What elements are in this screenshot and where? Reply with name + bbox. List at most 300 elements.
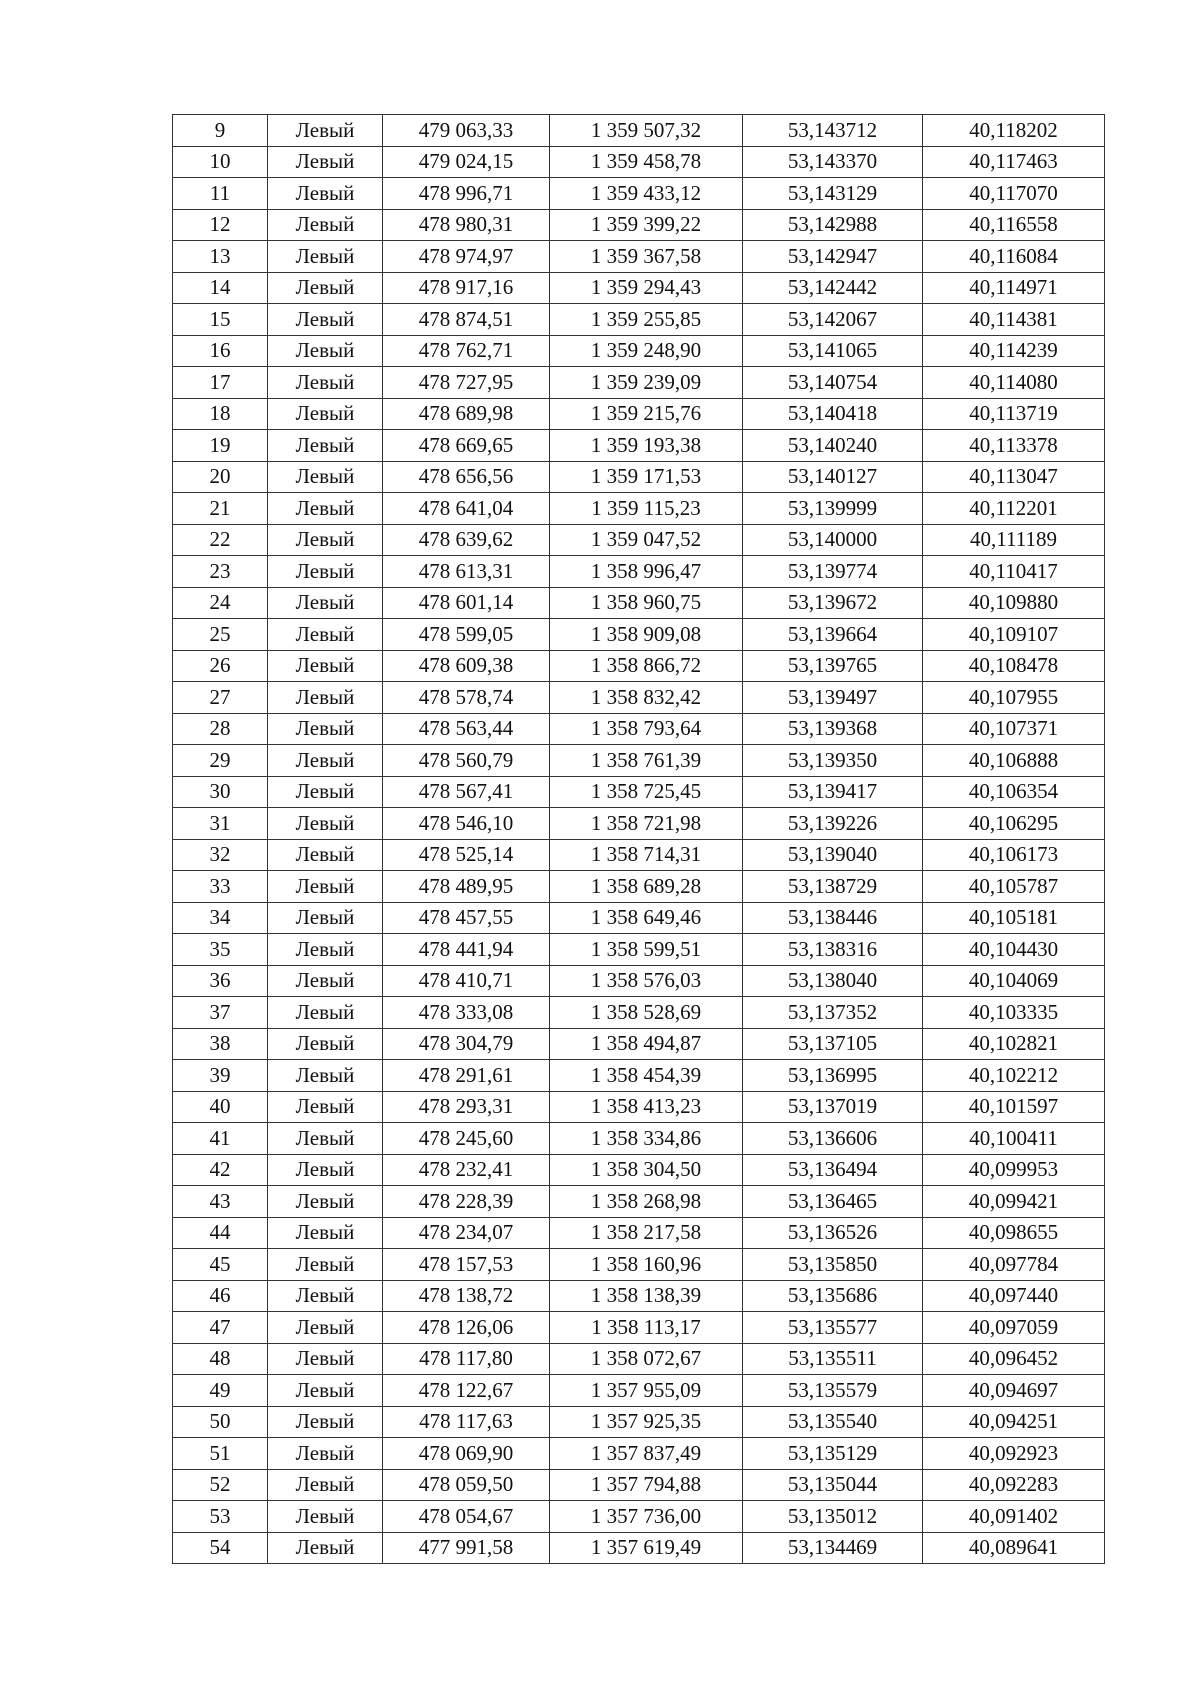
table-row [173, 178, 1105, 210]
side-cell: Левый [268, 745, 383, 777]
side-cell: Левый [268, 1154, 383, 1186]
point-number-cell: 41 [173, 1123, 268, 1155]
x-coordinate-cell: 478 639,62 [383, 524, 550, 556]
side-cell: Левый [268, 1469, 383, 1501]
y-coordinate-cell: 1 358 304,50 [550, 1154, 743, 1186]
longitude-cell: 40,109107 [923, 619, 1105, 651]
longitude-cell: 40,105181 [923, 902, 1105, 934]
side-cell: Левый [268, 713, 383, 745]
latitude-cell: 53,135129 [743, 1438, 923, 1470]
longitude-cell: 40,094251 [923, 1406, 1105, 1438]
point-number-cell: 11 [173, 178, 268, 210]
latitude-cell: 53,139497 [743, 682, 923, 714]
longitude-cell: 40,104069 [923, 965, 1105, 997]
latitude-cell: 53,136465 [743, 1186, 923, 1218]
table-row [173, 1438, 1105, 1470]
y-coordinate-cell: 1 358 576,03 [550, 965, 743, 997]
table-row [173, 713, 1105, 745]
y-coordinate-cell: 1 358 960,75 [550, 587, 743, 619]
side-cell: Левый [268, 556, 383, 588]
x-coordinate-cell: 478 232,41 [383, 1154, 550, 1186]
point-number-cell: 30 [173, 776, 268, 808]
table-row [173, 461, 1105, 493]
side-cell: Левый [268, 461, 383, 493]
y-coordinate-cell: 1 357 925,35 [550, 1406, 743, 1438]
x-coordinate-cell: 478 601,14 [383, 587, 550, 619]
point-number-cell: 19 [173, 430, 268, 462]
point-number-cell: 29 [173, 745, 268, 777]
side-cell: Левый [268, 1375, 383, 1407]
point-number-cell: 24 [173, 587, 268, 619]
latitude-cell: 53,139999 [743, 493, 923, 525]
side-cell: Левый [268, 619, 383, 651]
longitude-cell: 40,107371 [923, 713, 1105, 745]
table-row [173, 1343, 1105, 1375]
y-coordinate-cell: 1 359 507,32 [550, 115, 743, 147]
side-cell: Левый [268, 398, 383, 430]
latitude-cell: 53,140754 [743, 367, 923, 399]
table-row [173, 965, 1105, 997]
y-coordinate-cell: 1 358 138,39 [550, 1280, 743, 1312]
side-cell: Левый [268, 650, 383, 682]
x-coordinate-cell: 478 117,80 [383, 1343, 550, 1375]
side-cell: Левый [268, 776, 383, 808]
x-coordinate-cell: 478 609,38 [383, 650, 550, 682]
y-coordinate-cell: 1 359 239,09 [550, 367, 743, 399]
latitude-cell: 53,135540 [743, 1406, 923, 1438]
latitude-cell: 53,139368 [743, 713, 923, 745]
point-number-cell: 45 [173, 1249, 268, 1281]
y-coordinate-cell: 1 358 113,17 [550, 1312, 743, 1344]
table-row [173, 493, 1105, 525]
side-cell: Левый [268, 1438, 383, 1470]
y-coordinate-cell: 1 358 689,28 [550, 871, 743, 903]
longitude-cell: 40,113047 [923, 461, 1105, 493]
point-number-cell: 26 [173, 650, 268, 682]
side-cell: Левый [268, 1217, 383, 1249]
latitude-cell: 53,140418 [743, 398, 923, 430]
side-cell: Левый [268, 682, 383, 714]
table-row [173, 1091, 1105, 1123]
x-coordinate-cell: 479 024,15 [383, 146, 550, 178]
y-coordinate-cell: 1 358 832,42 [550, 682, 743, 714]
x-coordinate-cell: 478 304,79 [383, 1028, 550, 1060]
latitude-cell: 53,139664 [743, 619, 923, 651]
side-cell: Левый [268, 808, 383, 840]
y-coordinate-cell: 1 359 171,53 [550, 461, 743, 493]
latitude-cell: 53,142988 [743, 209, 923, 241]
side-cell: Левый [268, 1028, 383, 1060]
coordinates-table [172, 114, 1105, 1564]
longitude-cell: 40,114239 [923, 335, 1105, 367]
x-coordinate-cell: 478 228,39 [383, 1186, 550, 1218]
side-cell: Левый [268, 178, 383, 210]
longitude-cell: 40,106173 [923, 839, 1105, 871]
table-row [173, 241, 1105, 273]
x-coordinate-cell: 478 126,06 [383, 1312, 550, 1344]
x-coordinate-cell: 478 122,67 [383, 1375, 550, 1407]
y-coordinate-cell: 1 359 294,43 [550, 272, 743, 304]
table-row [173, 1249, 1105, 1281]
point-number-cell: 38 [173, 1028, 268, 1060]
longitude-cell: 40,117070 [923, 178, 1105, 210]
y-coordinate-cell: 1 358 268,98 [550, 1186, 743, 1218]
latitude-cell: 53,138446 [743, 902, 923, 934]
side-cell: Левый [268, 965, 383, 997]
table-row [173, 209, 1105, 241]
point-number-cell: 17 [173, 367, 268, 399]
longitude-cell: 40,118202 [923, 115, 1105, 147]
side-cell: Левый [268, 1532, 383, 1564]
side-cell: Левый [268, 1249, 383, 1281]
table-row [173, 1375, 1105, 1407]
table-row [173, 367, 1105, 399]
point-number-cell: 44 [173, 1217, 268, 1249]
longitude-cell: 40,113378 [923, 430, 1105, 462]
point-number-cell: 33 [173, 871, 268, 903]
point-number-cell: 34 [173, 902, 268, 934]
y-coordinate-cell: 1 358 721,98 [550, 808, 743, 840]
point-number-cell: 15 [173, 304, 268, 336]
point-number-cell: 40 [173, 1091, 268, 1123]
latitude-cell: 53,139350 [743, 745, 923, 777]
latitude-cell: 53,139774 [743, 556, 923, 588]
point-number-cell: 16 [173, 335, 268, 367]
table-row [173, 146, 1105, 178]
x-coordinate-cell: 478 874,51 [383, 304, 550, 336]
longitude-cell: 40,099421 [923, 1186, 1105, 1218]
y-coordinate-cell: 1 358 454,39 [550, 1060, 743, 1092]
side-cell: Левый [268, 430, 383, 462]
longitude-cell: 40,116084 [923, 241, 1105, 273]
table-row [173, 776, 1105, 808]
x-coordinate-cell: 478 546,10 [383, 808, 550, 840]
table-row [173, 1217, 1105, 1249]
table-row [173, 587, 1105, 619]
point-number-cell: 47 [173, 1312, 268, 1344]
point-number-cell: 9 [173, 115, 268, 147]
point-number-cell: 36 [173, 965, 268, 997]
longitude-cell: 40,114381 [923, 304, 1105, 336]
latitude-cell: 53,135579 [743, 1375, 923, 1407]
x-coordinate-cell: 478 727,95 [383, 367, 550, 399]
side-cell: Левый [268, 146, 383, 178]
longitude-cell: 40,104430 [923, 934, 1105, 966]
longitude-cell: 40,112201 [923, 493, 1105, 525]
x-coordinate-cell: 478 157,53 [383, 1249, 550, 1281]
point-number-cell: 25 [173, 619, 268, 651]
table-row [173, 934, 1105, 966]
latitude-cell: 53,135511 [743, 1343, 923, 1375]
table-row [173, 1312, 1105, 1344]
x-coordinate-cell: 477 991,58 [383, 1532, 550, 1564]
point-number-cell: 27 [173, 682, 268, 714]
latitude-cell: 53,139040 [743, 839, 923, 871]
point-number-cell: 18 [173, 398, 268, 430]
side-cell: Левый [268, 997, 383, 1029]
point-number-cell: 51 [173, 1438, 268, 1470]
y-coordinate-cell: 1 359 115,23 [550, 493, 743, 525]
latitude-cell: 53,139417 [743, 776, 923, 808]
point-number-cell: 50 [173, 1406, 268, 1438]
latitude-cell: 53,140240 [743, 430, 923, 462]
longitude-cell: 40,098655 [923, 1217, 1105, 1249]
latitude-cell: 53,142442 [743, 272, 923, 304]
table-row [173, 524, 1105, 556]
point-number-cell: 42 [173, 1154, 268, 1186]
latitude-cell: 53,135577 [743, 1312, 923, 1344]
latitude-cell: 53,140000 [743, 524, 923, 556]
longitude-cell: 40,106354 [923, 776, 1105, 808]
x-coordinate-cell: 478 054,67 [383, 1501, 550, 1533]
y-coordinate-cell: 1 358 725,45 [550, 776, 743, 808]
longitude-cell: 40,116558 [923, 209, 1105, 241]
latitude-cell: 53,138729 [743, 871, 923, 903]
side-cell: Левый [268, 902, 383, 934]
side-cell: Левый [268, 524, 383, 556]
point-number-cell: 22 [173, 524, 268, 556]
side-cell: Левый [268, 839, 383, 871]
longitude-cell: 40,117463 [923, 146, 1105, 178]
latitude-cell: 53,137352 [743, 997, 923, 1029]
table-row [173, 304, 1105, 336]
longitude-cell: 40,102821 [923, 1028, 1105, 1060]
table-row [173, 682, 1105, 714]
x-coordinate-cell: 478 974,97 [383, 241, 550, 273]
y-coordinate-cell: 1 357 837,49 [550, 1438, 743, 1470]
y-coordinate-cell: 1 359 458,78 [550, 146, 743, 178]
longitude-cell: 40,110417 [923, 556, 1105, 588]
x-coordinate-cell: 478 117,63 [383, 1406, 550, 1438]
table-row [173, 1060, 1105, 1092]
x-coordinate-cell: 478 980,31 [383, 209, 550, 241]
x-coordinate-cell: 478 560,79 [383, 745, 550, 777]
point-number-cell: 48 [173, 1343, 268, 1375]
y-coordinate-cell: 1 358 866,72 [550, 650, 743, 682]
y-coordinate-cell: 1 359 367,58 [550, 241, 743, 273]
table-row [173, 272, 1105, 304]
side-cell: Левый [268, 272, 383, 304]
latitude-cell: 53,139226 [743, 808, 923, 840]
table-row [173, 1532, 1105, 1564]
table-row [173, 1186, 1105, 1218]
latitude-cell: 53,138040 [743, 965, 923, 997]
point-number-cell: 37 [173, 997, 268, 1029]
y-coordinate-cell: 1 358 528,69 [550, 997, 743, 1029]
x-coordinate-cell: 478 234,07 [383, 1217, 550, 1249]
x-coordinate-cell: 478 917,16 [383, 272, 550, 304]
latitude-cell: 53,139765 [743, 650, 923, 682]
x-coordinate-cell: 478 656,56 [383, 461, 550, 493]
table-row [173, 745, 1105, 777]
side-cell: Левый [268, 209, 383, 241]
point-number-cell: 39 [173, 1060, 268, 1092]
table-row [173, 839, 1105, 871]
point-number-cell: 21 [173, 493, 268, 525]
y-coordinate-cell: 1 357 955,09 [550, 1375, 743, 1407]
x-coordinate-cell: 478 441,94 [383, 934, 550, 966]
x-coordinate-cell: 478 333,08 [383, 997, 550, 1029]
table-row [173, 1469, 1105, 1501]
longitude-cell: 40,091402 [923, 1501, 1105, 1533]
point-number-cell: 14 [173, 272, 268, 304]
table-row [173, 115, 1105, 147]
x-coordinate-cell: 478 457,55 [383, 902, 550, 934]
table-row [173, 1501, 1105, 1533]
side-cell: Левый [268, 934, 383, 966]
x-coordinate-cell: 478 563,44 [383, 713, 550, 745]
latitude-cell: 53,136606 [743, 1123, 923, 1155]
x-coordinate-cell: 478 059,50 [383, 1469, 550, 1501]
y-coordinate-cell: 1 358 413,23 [550, 1091, 743, 1123]
point-number-cell: 35 [173, 934, 268, 966]
side-cell: Левый [268, 1343, 383, 1375]
point-number-cell: 31 [173, 808, 268, 840]
y-coordinate-cell: 1 358 714,31 [550, 839, 743, 871]
point-number-cell: 13 [173, 241, 268, 273]
y-coordinate-cell: 1 359 399,22 [550, 209, 743, 241]
longitude-cell: 40,096452 [923, 1343, 1105, 1375]
x-coordinate-cell: 478 138,72 [383, 1280, 550, 1312]
latitude-cell: 53,139672 [743, 587, 923, 619]
point-number-cell: 10 [173, 146, 268, 178]
x-coordinate-cell: 478 762,71 [383, 335, 550, 367]
y-coordinate-cell: 1 359 248,90 [550, 335, 743, 367]
y-coordinate-cell: 1 358 793,64 [550, 713, 743, 745]
longitude-cell: 40,102212 [923, 1060, 1105, 1092]
side-cell: Левый [268, 1312, 383, 1344]
latitude-cell: 53,143129 [743, 178, 923, 210]
longitude-cell: 40,092923 [923, 1438, 1105, 1470]
table-row [173, 1154, 1105, 1186]
x-coordinate-cell: 478 291,61 [383, 1060, 550, 1092]
longitude-cell: 40,097059 [923, 1312, 1105, 1344]
latitude-cell: 53,134469 [743, 1532, 923, 1564]
latitude-cell: 53,136526 [743, 1217, 923, 1249]
table-row [173, 398, 1105, 430]
x-coordinate-cell: 478 525,14 [383, 839, 550, 871]
side-cell: Левый [268, 1501, 383, 1533]
point-number-cell: 20 [173, 461, 268, 493]
side-cell: Левый [268, 1060, 383, 1092]
x-coordinate-cell: 478 669,65 [383, 430, 550, 462]
y-coordinate-cell: 1 358 761,39 [550, 745, 743, 777]
y-coordinate-cell: 1 359 193,38 [550, 430, 743, 462]
latitude-cell: 53,143712 [743, 115, 923, 147]
side-cell: Левый [268, 1280, 383, 1312]
y-coordinate-cell: 1 358 160,96 [550, 1249, 743, 1281]
side-cell: Левый [268, 1186, 383, 1218]
side-cell: Левый [268, 115, 383, 147]
side-cell: Левый [268, 871, 383, 903]
table-row [173, 650, 1105, 682]
table-row [173, 871, 1105, 903]
x-coordinate-cell: 478 613,31 [383, 556, 550, 588]
point-number-cell: 46 [173, 1280, 268, 1312]
longitude-cell: 40,107955 [923, 682, 1105, 714]
x-coordinate-cell: 478 245,60 [383, 1123, 550, 1155]
y-coordinate-cell: 1 358 909,08 [550, 619, 743, 651]
side-cell: Левый [268, 587, 383, 619]
latitude-cell: 53,141065 [743, 335, 923, 367]
latitude-cell: 53,135686 [743, 1280, 923, 1312]
latitude-cell: 53,135012 [743, 1501, 923, 1533]
y-coordinate-cell: 1 358 599,51 [550, 934, 743, 966]
point-number-cell: 49 [173, 1375, 268, 1407]
x-coordinate-cell: 478 689,98 [383, 398, 550, 430]
longitude-cell: 40,089641 [923, 1532, 1105, 1564]
x-coordinate-cell: 478 567,41 [383, 776, 550, 808]
side-cell: Левый [268, 367, 383, 399]
coordinates-table-body [173, 115, 1105, 1564]
point-number-cell: 43 [173, 1186, 268, 1218]
longitude-cell: 40,097784 [923, 1249, 1105, 1281]
y-coordinate-cell: 1 359 255,85 [550, 304, 743, 336]
x-coordinate-cell: 478 489,95 [383, 871, 550, 903]
y-coordinate-cell: 1 359 433,12 [550, 178, 743, 210]
y-coordinate-cell: 1 358 217,58 [550, 1217, 743, 1249]
latitude-cell: 53,135044 [743, 1469, 923, 1501]
y-coordinate-cell: 1 359 215,76 [550, 398, 743, 430]
point-number-cell: 52 [173, 1469, 268, 1501]
latitude-cell: 53,143370 [743, 146, 923, 178]
y-coordinate-cell: 1 358 494,87 [550, 1028, 743, 1060]
longitude-cell: 40,100411 [923, 1123, 1105, 1155]
x-coordinate-cell: 478 410,71 [383, 965, 550, 997]
table-row [173, 335, 1105, 367]
y-coordinate-cell: 1 358 649,46 [550, 902, 743, 934]
y-coordinate-cell: 1 358 072,67 [550, 1343, 743, 1375]
point-number-cell: 53 [173, 1501, 268, 1533]
table-row [173, 556, 1105, 588]
latitude-cell: 53,142947 [743, 241, 923, 273]
latitude-cell: 53,138316 [743, 934, 923, 966]
longitude-cell: 40,114971 [923, 272, 1105, 304]
table-row [173, 1406, 1105, 1438]
latitude-cell: 53,142067 [743, 304, 923, 336]
table-row [173, 430, 1105, 462]
longitude-cell: 40,092283 [923, 1469, 1105, 1501]
side-cell: Левый [268, 1406, 383, 1438]
latitude-cell: 53,137105 [743, 1028, 923, 1060]
point-number-cell: 23 [173, 556, 268, 588]
longitude-cell: 40,099953 [923, 1154, 1105, 1186]
y-coordinate-cell: 1 357 736,00 [550, 1501, 743, 1533]
latitude-cell: 53,136494 [743, 1154, 923, 1186]
table-row [173, 902, 1105, 934]
table-row [173, 808, 1105, 840]
point-number-cell: 32 [173, 839, 268, 871]
longitude-cell: 40,105787 [923, 871, 1105, 903]
y-coordinate-cell: 1 358 334,86 [550, 1123, 743, 1155]
longitude-cell: 40,109880 [923, 587, 1105, 619]
x-coordinate-cell: 479 063,33 [383, 115, 550, 147]
point-number-cell: 28 [173, 713, 268, 745]
longitude-cell: 40,097440 [923, 1280, 1105, 1312]
longitude-cell: 40,111189 [923, 524, 1105, 556]
point-number-cell: 54 [173, 1532, 268, 1564]
table-row [173, 997, 1105, 1029]
x-coordinate-cell: 478 578,74 [383, 682, 550, 714]
x-coordinate-cell: 478 641,04 [383, 493, 550, 525]
x-coordinate-cell: 478 996,71 [383, 178, 550, 210]
latitude-cell: 53,136995 [743, 1060, 923, 1092]
side-cell: Левый [268, 335, 383, 367]
side-cell: Левый [268, 304, 383, 336]
side-cell: Левый [268, 1123, 383, 1155]
y-coordinate-cell: 1 357 794,88 [550, 1469, 743, 1501]
table-row [173, 1123, 1105, 1155]
